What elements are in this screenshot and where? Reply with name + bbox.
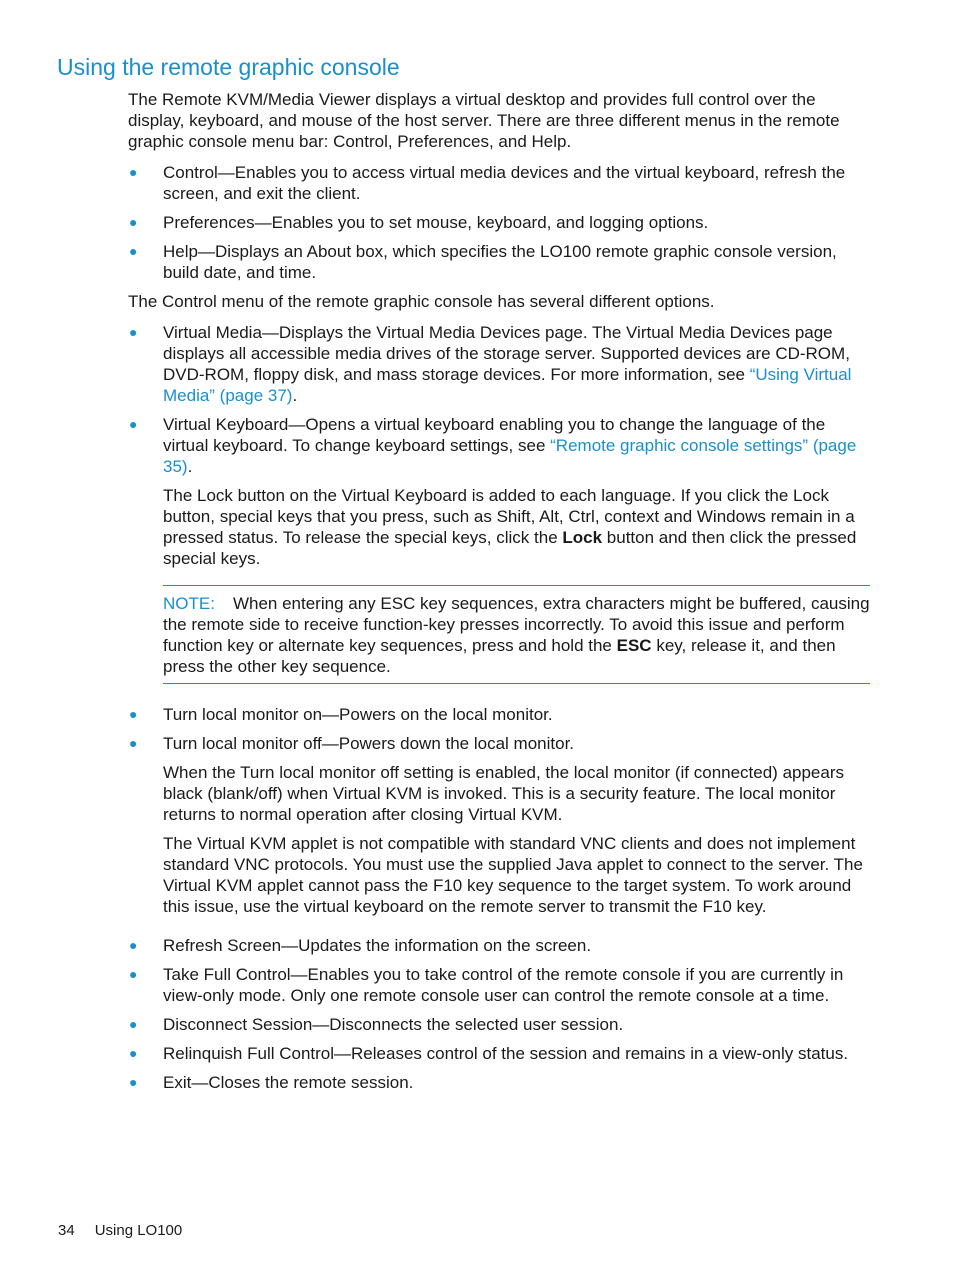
list-item-virtual-media: ● Virtual Media—Displays the Virtual Media Devices page. The Virtual Media Devices page displays all accessible media drives of the storage server. Supported devices are CD-ROM, DVD-ROM, floppy disk, and mass storage devices. For more information, see “Using Virtual Media” (page 37).: [129, 323, 852, 405]
note-box: NOTE: When entering any ESC key sequences, extra characters might be buffered, causing the remote side to receive function-key presses incorrectly. To avoid this issue and perform function key or alternate key sequences, press and hold the ESC key, release it, and then press the other key sequence.: [163, 585, 870, 684]
note-label: NOTE:: [163, 594, 215, 613]
intro-paragraph: The Remote KVM/Media Viewer displays a virtual desktop and provides full control over the display, keyboard, and mouse of the host server. There are three different menus in the remote graphic console menu bar: Control, Preferences, and Help.: [128, 90, 840, 151]
list-item: ● Preferences—Enables you to set mouse, keyboard, and logging options.: [129, 213, 709, 232]
lock-button-paragraph: The Lock button on the Virtual Keyboard is added to each language. If you click the Lock button, special keys that you press, such as Shift, Alt, Ctrl, context and Windows remain in a pressed status. To release the special keys, click the Lock button and then click the pressed special keys.: [163, 486, 857, 568]
section-heading: Using the remote graphic console: [57, 54, 400, 80]
list-item: ● Control—Enables you to access virtual media devices and the virtual keyboard, refresh the screen, and exit the client.: [129, 163, 846, 203]
bullet-icon: ●: [129, 416, 138, 432]
bullet-icon: ●: [129, 324, 138, 340]
list-item: ● Disconnect Session—Disconnects the selected user session.: [129, 1015, 624, 1034]
monitor-off-paragraph: When the Turn local monitor off setting is enabled, the local monitor (if connected) appears black (blank/off) when Virtual KVM is invoked. This is a security feature. The local monitor returns to normal operation after closing Virtual KVM.: [163, 763, 845, 824]
list-item: ● Help—Displays an About box, which specifies the LO100 remote graphic console version, build date, and time.: [129, 242, 837, 282]
link-remote-console-settings[interactable]: “Remote graphic console settings” (page 35): [163, 436, 857, 476]
list-item: ● Relinquish Full Control—Releases control of the session and remains in a view-only status.: [129, 1044, 849, 1063]
list-item-monitor-on: ● Turn local monitor on—Powers on the local monitor.: [129, 705, 553, 724]
bullet-icon: ●: [129, 1045, 138, 1061]
bullet-icon: ●: [129, 1074, 138, 1090]
page-number: 34: [58, 1222, 75, 1239]
bullet-icon: ●: [129, 1016, 138, 1032]
body-content: [128, 89, 870, 1101]
control-intro-paragraph: The Control menu of the remote graphic console has several different options.: [128, 292, 715, 311]
bullet-icon: ●: [129, 735, 138, 751]
menu-list: [128, 162, 870, 283]
bullet-icon: ●: [129, 243, 138, 259]
control-options-list: [128, 322, 870, 1093]
bullet-icon: ●: [129, 966, 138, 982]
list-item: ● Take Full Control—Enables you to take control of the remote console if you are currently in view-only mode. Only one remote console user can control the remote console at a time.: [129, 965, 844, 1005]
link-using-virtual-media[interactable]: “Using Virtual Media” (page 37): [163, 365, 852, 405]
list-item: ● Exit—Closes the remote session.: [129, 1073, 414, 1092]
page-footer: [58, 1221, 182, 1241]
bullet-icon: ●: [129, 164, 138, 180]
list-item-virtual-keyboard: ● Virtual Keyboard—Opens a virtual keyboard enabling you to change the language of the virtual keyboard. To change keyboard settings, see “Remote graphic console settings” (page 35). The Lock button on the Virtual Keyboard is added to each language. If you click the Lock button, special keys that you press, such as Shift, Alt, Ctrl, context and Windows remain in a pressed status. To release the special keys, click the Lock button and then click the pressed special keys. NOTE: When entering any ESC key sequences, extra characters might be buffered, causing the remote side to receive function-key presses incorrectly. To avoid this issue and perform function key or alternate key sequences, press and hold the ESC key, release it, and then press the other key sequence.: [128, 414, 870, 684]
vnc-compatibility-paragraph: The Virtual KVM applet is not compatible with standard VNC clients and does not implement standard VNC protocols. You must use the supplied Java applet to connect to the server. The Virtual KVM applet cannot pass the F10 key sequence to the target system. To work around this issue, use the virtual keyboard on the remote server to transmit the F10 key.: [163, 834, 863, 916]
bullet-icon: ●: [129, 937, 138, 953]
footer-section-title: Using LO100: [94, 1222, 183, 1239]
bullet-icon: ●: [129, 706, 138, 722]
bullet-icon: ●: [129, 214, 138, 230]
list-item: ● Refresh Screen—Updates the information on the screen.: [129, 936, 592, 955]
list-item-monitor-off: ● Turn local monitor off—Powers down the local monitor. When the Turn local monitor off setting is enabled, the local monitor (if connected) appears black (blank/off) when Virtual KVM is invoked. This is a security feature. The local monitor returns to normal operation after closing Virtual KVM. The Virtual KVM applet is not compatible with standard VNC clients and does not implement standard VNC protocols. You must use the supplied Java applet to connect to the server. The Virtual KVM applet cannot pass the F10 key sequence to the target system. To work around this issue, use the virtual keyboard on the remote server to transmit the F10 key.: [128, 733, 870, 917]
